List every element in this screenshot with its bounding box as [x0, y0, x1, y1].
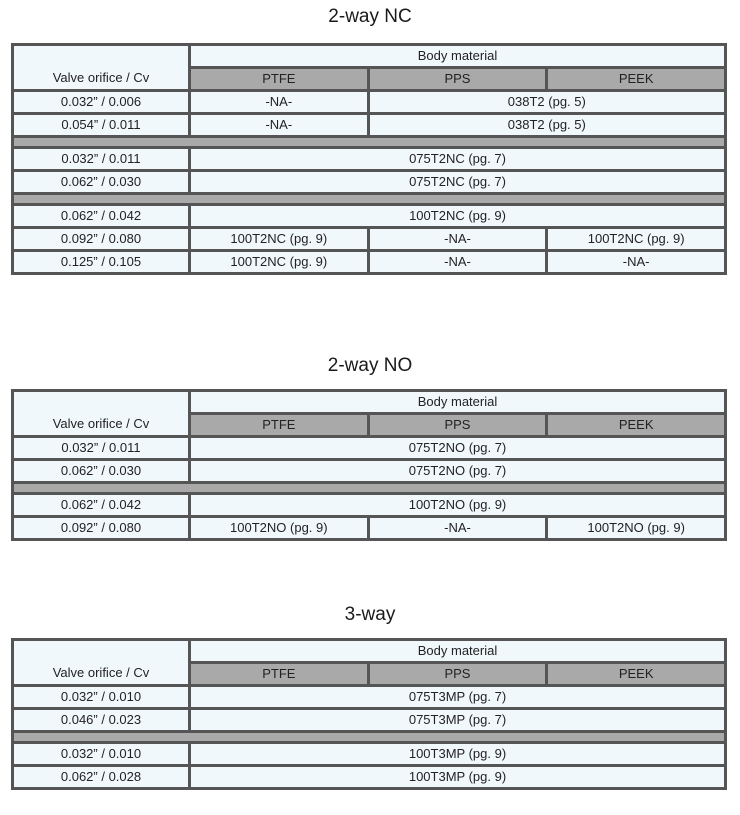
body-material-header: Body material [190, 640, 726, 663]
orifice-cell: 0.062” / 0.028 [13, 766, 190, 789]
orifice-cell: 0.125” / 0.105 [13, 251, 190, 274]
model-cell: 100T2NC (pg. 9) [190, 251, 369, 274]
orifice-cell: 0.062” / 0.042 [13, 205, 190, 228]
model-cell: -NA- [368, 517, 547, 540]
table-row [13, 766, 726, 789]
table-row [13, 205, 726, 228]
orifice-cell: 0.032” / 0.006 [13, 91, 190, 114]
table-row [13, 743, 726, 766]
material-header-peek: PEEK [547, 414, 726, 437]
table-row [13, 171, 726, 194]
model-cell: 075T2NC (pg. 7) [190, 171, 726, 194]
orifice-cell: 0.062” / 0.042 [13, 494, 190, 517]
material-header-ptfe: PTFE [190, 663, 369, 686]
section-title-2way-nc: 2-way NC [328, 6, 412, 27]
orifice-cell: 0.032” / 0.011 [13, 437, 190, 460]
model-cell: 100T2NO (pg. 9) [190, 494, 726, 517]
group-separator [13, 137, 726, 148]
material-header-pps: PPS [368, 414, 547, 437]
body-material-header: Body material [190, 391, 726, 414]
model-cell: 075T2NO (pg. 7) [190, 437, 726, 460]
model-cell: -NA- [368, 228, 547, 251]
body-material-header: Body material [190, 45, 726, 68]
model-cell: 100T2NC (pg. 9) [190, 228, 369, 251]
model-cell: 100T2NC (pg. 9) [547, 228, 726, 251]
table-row [13, 709, 726, 732]
group-separator [13, 483, 726, 494]
corner-label: Valve orifice / Cv [13, 45, 190, 91]
model-cell: 100T2NO (pg. 9) [547, 517, 726, 540]
model-cell: -NA- [190, 114, 369, 137]
model-cell: -NA- [368, 251, 547, 274]
model-cell: -NA- [190, 91, 369, 114]
orifice-cell: 0.054” / 0.011 [13, 114, 190, 137]
material-header-ptfe: PTFE [190, 414, 369, 437]
model-cell: 075T3MP (pg. 7) [190, 709, 726, 732]
group-separator [13, 194, 726, 205]
valve-table-3way [11, 638, 727, 790]
table-row [13, 686, 726, 709]
group-separator [13, 732, 726, 743]
valve-table-2way-nc [11, 43, 727, 275]
table-row [13, 91, 726, 114]
model-cell: 100T2NO (pg. 9) [190, 517, 369, 540]
corner-label: Valve orifice / Cv [13, 391, 190, 437]
table-row [13, 460, 726, 483]
table-row [13, 228, 726, 251]
model-cell: 075T2NC (pg. 7) [190, 148, 726, 171]
model-cell: 075T2NO (pg. 7) [190, 460, 726, 483]
orifice-cell: 0.032” / 0.011 [13, 148, 190, 171]
model-cell: 100T3MP (pg. 9) [190, 743, 726, 766]
orifice-cell: 0.032” / 0.010 [13, 686, 190, 709]
model-cell: 038T2 (pg. 5) [368, 91, 725, 114]
orifice-cell: 0.062” / 0.030 [13, 171, 190, 194]
orifice-cell: 0.046” / 0.023 [13, 709, 190, 732]
table-row [13, 114, 726, 137]
material-header-pps: PPS [368, 68, 547, 91]
model-cell: -NA- [547, 251, 726, 274]
orifice-cell: 0.092” / 0.080 [13, 228, 190, 251]
table-row [13, 148, 726, 171]
corner-label: Valve orifice / Cv [13, 640, 190, 686]
section-title-2way-no: 2-way NO [327, 355, 413, 376]
model-cell: 100T2NC (pg. 9) [190, 205, 726, 228]
table-row [13, 437, 726, 460]
table-row [13, 517, 726, 540]
table-row [13, 494, 726, 517]
model-cell: 075T3MP (pg. 7) [190, 686, 726, 709]
material-header-peek: PEEK [547, 68, 726, 91]
material-header-pps: PPS [368, 663, 547, 686]
table-row [13, 251, 726, 274]
orifice-cell: 0.032” / 0.010 [13, 743, 190, 766]
orifice-cell: 0.062” / 0.030 [13, 460, 190, 483]
model-cell: 100T3MP (pg. 9) [190, 766, 726, 789]
model-cell: 038T2 (pg. 5) [368, 114, 725, 137]
material-header-peek: PEEK [547, 663, 726, 686]
orifice-cell: 0.092” / 0.080 [13, 517, 190, 540]
valve-table-2way-no [11, 389, 727, 541]
material-header-ptfe: PTFE [190, 68, 369, 91]
section-title-3way: 3-way [344, 604, 396, 625]
